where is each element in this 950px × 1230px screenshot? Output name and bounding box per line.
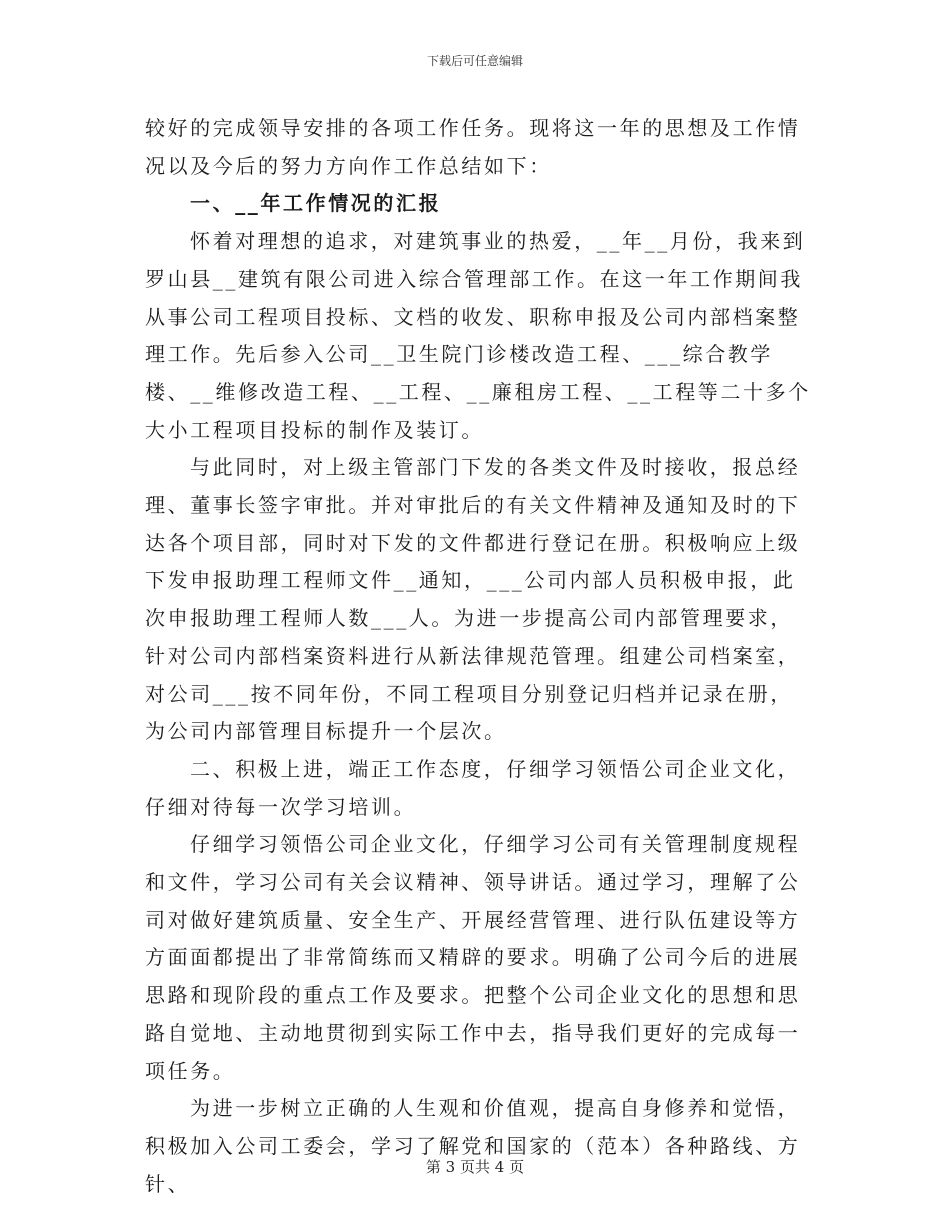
paragraph-intro: 较好的完成领导安排的各项工作任务。现将这一年的思想及工作情况以及今后的努力方向作工作总结如下： [145, 116, 801, 178]
document-body [145, 110, 815, 1203]
paragraph-document-management: 与此同时，对上级主管部门下发的各类文件及时接收，报总经理、董事长签字审批。并对审批后的有关文件精神及通知及时的下达各个项目部，同时对下发的文件都进行登记在册。积极响应上级下发申报助理工程师文件__通知，___公司内部人员积极申报，此次申报助理工程师人数___人。为进一步提高公司内部管理要求，针对公司内部档案资料进行从新法律规范管理。组建公司档案室，对公司___按不同年份，不同工程项目分别登记归档并记录在册，为公司内部管理目标提升一个层次。 [145, 455, 801, 744]
page-header: 下载后可任意编辑 [426, 54, 523, 68]
paragraph-work-report: 怀着对理想的追求，对建筑事业的热爱，__年__月份，我来到罗山县__建筑有限公司进入综合管理部工作。在这一年工作期间我从事公司工程项目投标、文档的收发、职称申报及公司内部档案整理工作。先后参入公司__卫生院门诊楼改造工程、___综合教学楼、__维修改造工程、__工程、__廉租房工程、__工程等二十多个大小工程项目投标的制作及装订。 [145, 229, 811, 442]
paragraph-corporate-culture: 仔细学习领悟公司企业文化，仔细学习公司有关管理制度规程和文件，学习公司有关会议精神、领导讲话。通过学习，理解了公司对做好建筑质量、安全生产、开展经营管理、进行队伍建设等方方面面都提出了非常简练而又精辟的要求。明确了公司今后的进展思路和现阶段的重点工作及要求。把整个公司企业文化的思想和思路自觉地、主动地贯彻到实际工作中去，指导我们更好的完成每一项任务。 [145, 832, 801, 1083]
section-heading-2: 二、积极上进，端正工作态度，仔细学习领悟公司企业文化，仔细对待每一次学习培训。 [145, 756, 801, 819]
page-footer: 第 3 页共 4 页 [425, 1158, 525, 1176]
section-heading-1: 一、__年工作情况的汇报 [190, 191, 442, 216]
paragraph-self-improvement: 为进一步树立正确的人生观和价值观，提高自身修养和觉悟，积极加入公司工委会，学习了解党和国家的（范本）各种路线、方针、 [145, 1096, 801, 1196]
